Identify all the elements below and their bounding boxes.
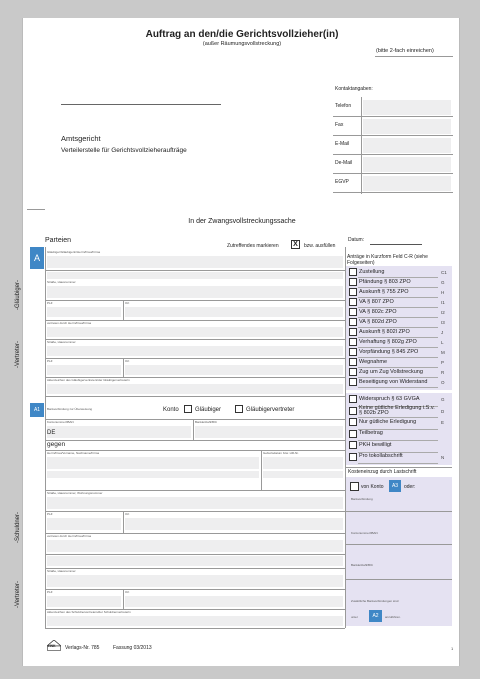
contact-label-0: Telefon [335,103,352,109]
antrag-checkbox-7[interactable] [349,338,357,346]
kosten-bankverbindung-label: Bankverbindung [351,497,373,501]
antraege-heading: Anträge in Kurzform Feld C-R (siehe Folgeseiten) [347,254,428,266]
az-schuldner-label: Aktenzeichen des Schuldnervertreters/der Schuldnervertreterin [47,610,131,614]
antrag2-code-1: D [441,408,445,414]
antrag2-label-4: PKH bewilligt [359,441,392,448]
contact-field-3[interactable] [363,157,451,172]
antrag-code-4: I2 [441,310,445,315]
schuldner-name-label: Herrn/Frau/Vorname, Nachname/Firma [47,451,100,455]
case-title: In der Zwangsvollstreckungssache [188,218,296,225]
vertreter2-name-field[interactable] [47,540,343,552]
antrag-label-6: Auskunft § 802l ZPO [359,328,410,335]
antrag-code-1: G [441,280,445,285]
contact-divider [333,154,453,155]
glaeubiger-ort-label: Ort [125,301,130,305]
antrag-label-5: VA § 802d ZPO [359,318,397,325]
antrag-divider [358,337,438,338]
antrag-checkbox-10[interactable] [349,368,357,376]
contact-divider [333,135,453,136]
court-name: Amtsgericht [61,134,101,143]
unter-label: unter [351,615,358,619]
antrag-code-5: I3 [441,320,445,325]
schuldner-ort-label: Ort [125,512,130,516]
vertreter2-ort-label: Ort [125,590,130,594]
glaeubiger-strasse-label: Straße, Hausnummer [47,280,76,284]
schuldner-strasse-field[interactable] [47,497,343,509]
antrag2-checkbox-4[interactable] [349,441,357,449]
antrag-label-1: Pfändung § 803 ZPO [359,278,411,285]
antrag2-divider [358,440,438,441]
antrag-checkbox-9[interactable] [349,358,357,366]
vertreter2-strasse-field[interactable] [47,575,343,587]
marker-a3: A3 [389,480,401,492]
geburtsdatum-field[interactable] [263,457,343,469]
antrag2-checkbox-2[interactable] [349,418,357,426]
zusaetzlich-label: Zusätzliche Bankverbindungen sind [351,599,399,603]
vertreter2-name-label: vertreten durch Herrn/Frau/Firma [47,534,92,538]
antrag-code-9: P [441,360,445,365]
side-label-schuldner: -Schuldner- [15,511,21,543]
antrag-divider [358,377,438,378]
konto-vertreter-checkbox[interactable] [235,405,243,413]
form-title: Auftrag an den/die Gerichtsvollzieher(in) [145,29,339,40]
contact-field-4[interactable] [363,176,451,191]
antrag2-label-5: Pro tokollabschrift [359,453,403,459]
schuldner-strasse-label: Straße, Hausnummer, Wohnungsnummer [47,491,103,495]
bank-ueberweisung-label: Bankverbindung zur Überweisung [47,407,93,411]
antrag2-label-2: Nur gütliche Erledigung [359,418,417,425]
contact-divider [333,192,453,193]
glaeubiger-plz-label: PLZ [47,301,53,305]
antrag-label-0: Zustellung [359,268,385,275]
antrag-divider [358,317,438,318]
anzufuehren-label: anzuführen. [385,615,401,619]
antrag-checkbox-3[interactable] [349,298,357,306]
konto-label: Konto [163,407,179,413]
contact-divider [333,116,453,117]
schuldner-name-field[interactable] [47,457,259,469]
antrag-label-3: VA § 807 ZPO [359,298,394,305]
iban-field[interactable] [47,426,191,438]
antrag-code-10: R [441,370,445,375]
iban-label: Kontonummer/IBAN [47,420,74,424]
az-glaeubiger-label: Aktenzeichen des Gläubigervertreters/der Gläubigervertreterin [47,378,130,382]
marker-a1: A1 [30,403,44,417]
antrag2-label-3: Teilbetrag [359,430,383,436]
parteien-heading: Parteien [45,237,72,244]
fassung: Fassung 03/2013 [113,645,152,651]
vertreter1-ort-label: Ort [125,359,130,363]
form-subtitle: (außer Räumungsvollstreckung) [202,41,282,47]
antrag-code-7: L [441,340,444,345]
vertreter2-plz-label: PLZ [47,590,53,594]
konto-glaeubiger-checkbox[interactable] [184,405,192,413]
marker-a: A [30,247,44,269]
antrag-divider [358,387,438,388]
antrag2-label-0: Widerspruch § 63 GVGA [359,395,420,402]
antrag2-code-0: G [441,397,445,402]
antrag-divider [358,287,438,288]
mark-hint-after: bzw. ausfüllen [304,243,336,249]
kosten-heading: Kosteneinzug durch Lastschrift [348,469,417,475]
vertreter1-plz-label: PLZ [47,359,53,363]
antrag-label-9: Wegnahme [359,358,388,365]
antrag-divider [358,327,438,328]
antrag-divider [358,347,438,348]
antrag-checkbox-0[interactable] [349,268,357,276]
form-page [15,18,460,666]
contact-field-2[interactable] [363,138,451,153]
contact-label-3: De-Mail [335,160,353,166]
konto-vertreter-label: Gläubigervertreter [246,407,295,413]
antrag-code-11: O [441,380,445,385]
antrag-label-2: Auskunft § 755 ZPO [359,288,409,295]
side-label-vertreter-1: -Vertreter- [15,340,21,368]
contact-label-4: EGVP [335,179,349,185]
copy-note: (bitte 2-fach einreichen) [376,48,434,54]
antrag2-code-5: N [441,454,445,460]
glaeubiger-plz-field[interactable] [47,307,121,317]
antrag-code-0: C1 [441,270,447,275]
contact-label-2: E-Mail [335,141,350,147]
antrag-checkbox-2[interactable] [349,288,357,296]
antrag-divider [358,357,438,358]
vertreter1-ort-field[interactable] [125,365,343,375]
von-konto-label: von Konto [361,484,384,490]
konto-glaeubiger-label: Gläubiger [195,407,222,413]
antrag-label-11: Beseitigung von Widerstand [359,378,428,385]
antrag-code-2: H [441,290,445,295]
kosten-kontonummer-label: Kontonummer/IBAN [351,531,378,535]
geburtsdatum-label: Geburtsdatum bzw. HR-Nr. [263,451,299,455]
antrag-checkbox-5[interactable] [349,318,357,326]
schuldner-plz-label: PLZ [47,512,53,516]
gegen-label: gegen [47,441,66,448]
oder-label: oder: [404,484,416,490]
glaeubiger-strasse-field[interactable] [47,286,343,298]
antrag2-checkbox-3[interactable] [349,430,357,438]
antrag2-checkbox-0[interactable] [349,395,357,403]
antrag2-checkbox-5[interactable] [349,453,357,461]
antrag-checkbox-6[interactable] [349,328,357,336]
side-label-vertreter-2: -Vertreter- [15,580,21,608]
von-konto-checkbox[interactable] [350,482,359,491]
contact-field-1[interactable] [363,119,451,134]
antrag-checkbox-1[interactable] [349,278,357,286]
antrag-divider [358,367,438,368]
antrag-code-6: J [441,330,444,335]
vertreter1-strasse-field[interactable] [47,346,343,356]
antrag2-label-1: Keine gütliche Erledigung i.S.v. § 802b ZPO [359,404,435,416]
datum-field[interactable] [370,244,422,245]
antrag-checkbox-4[interactable] [349,308,357,316]
az-schuldner-field[interactable] [47,616,343,626]
schuldner-ort-field[interactable] [125,518,343,530]
glaeubiger-name-field[interactable] [47,256,343,268]
antrag-divider [358,277,438,278]
contact-field-0[interactable] [363,100,451,115]
court-office: Verteilerstelle für Gerichtsvollzieheraufträge [61,147,187,154]
mark-hint-before: Zutreffendes markieren [227,243,279,249]
az-glaeubiger-field[interactable] [47,384,343,394]
antrag-divider [358,307,438,308]
vertreter1-name-label: vertreten durch Herrn/Frau/Firma [47,321,92,325]
publisher-logo [47,638,61,649]
antrag-label-7: Verhaftung § 802g ZPO [359,338,417,345]
vertreter2-plz-field[interactable] [47,596,121,607]
antrag2-checkbox-1[interactable] [349,407,357,415]
contact-label-1: Fax [335,122,344,128]
vertreter2-strasse-label: Straße, Hausnummer [47,569,76,573]
mark-example: X [293,241,298,248]
contact-heading: Kontaktangaben: [335,86,373,92]
page-number: 1 [451,646,454,651]
bic-label: Bankleitzahl/BIC [195,420,218,424]
antrag-label-8: Vorpfändung § 845 ZPO [359,348,419,355]
verlag-nr: Verlags-Nr. 785 [65,645,100,651]
vertreter1-strasse-label: Straße, Hausnummer [47,340,76,344]
antrag-checkbox-8[interactable] [349,348,357,356]
antrag-checkbox-11[interactable] [349,378,357,386]
glaeubiger-ort-field[interactable] [125,307,343,317]
antrag2-divider [358,417,438,418]
marker-a2: A2 [369,610,382,622]
iban-value: DE [47,430,56,436]
schuldner-plz-field[interactable] [47,518,121,530]
datum-label: Datum: [348,237,365,243]
bic-field[interactable] [195,426,343,438]
side-label-glaeubiger: -Gläubiger- [15,279,21,310]
vertreter1-name-field[interactable] [47,327,343,337]
kosten-bankleitzahl-label: Bankleitzahl/BIC [351,563,374,567]
mark-example-box [291,240,300,249]
contact-divider [333,173,453,174]
antrag-code-3: I1 [441,300,445,305]
antrag2-code-2: E [441,420,445,425]
antrag2-divider [358,463,438,464]
glaeubiger-name-label: Gläubiger/Gläubigerin/Herrn/Frau/Firma [47,250,101,254]
antrag-label-10: Zug um Zug Vollstreckung [359,368,423,375]
publisher-logo-text: HNK [48,644,56,648]
antrag-label-4: VA § 802c ZPO [359,308,397,315]
vertreter2-ort-field[interactable] [125,596,343,607]
antrag-code-8: M [441,350,445,355]
antrag-divider [358,297,438,298]
vertreter1-plz-field[interactable] [47,365,121,375]
